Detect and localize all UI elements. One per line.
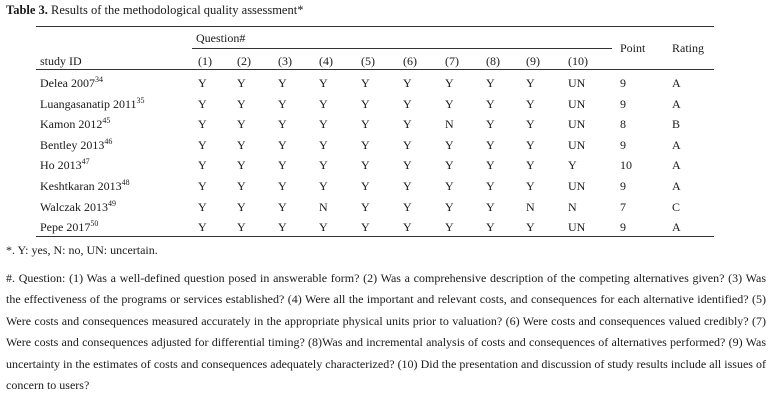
study-id-cell — [40, 137, 112, 153]
reference-number: 45 — [102, 116, 111, 126]
answer-cell: Y — [403, 117, 412, 132]
point-cell: 9 — [620, 96, 626, 111]
top-rule — [36, 26, 714, 27]
study-name: Walczak 2013 — [40, 199, 109, 214]
answer-cell: Y — [198, 96, 207, 111]
answer-cell: Y — [526, 137, 535, 152]
point-cell: 9 — [620, 220, 626, 235]
answer-cell: Y — [198, 158, 207, 173]
answer-cell: Y — [445, 96, 454, 111]
answer-cell: Y — [361, 199, 370, 214]
header-point: Point — [620, 41, 646, 55]
answer-cell: Y — [237, 96, 246, 111]
study-name: Luangasanatip 2011 — [40, 96, 137, 111]
answer-cell: Y — [361, 220, 370, 235]
rating-cell: A — [672, 96, 681, 111]
study-name: Ho 2013 — [40, 158, 82, 173]
table-caption — [6, 3, 303, 18]
header-question-10: (10) — [568, 54, 588, 68]
header-rule — [36, 69, 714, 70]
answer-cell: N — [319, 199, 328, 214]
answer-cell: UN — [568, 137, 586, 152]
answer-cell: Y — [319, 137, 328, 152]
answer-cell: Y — [526, 96, 535, 111]
point-cell: 9 — [620, 179, 626, 193]
answer-cell: Y — [568, 158, 577, 173]
study-id-cell — [40, 75, 103, 91]
answer-cell: Y — [319, 179, 328, 193]
answer-cell: Y — [198, 76, 207, 90]
answer-cell: Y — [403, 137, 412, 152]
study-id-cell — [40, 116, 110, 132]
answer-cell: Y — [361, 76, 370, 90]
answer-cell: Y — [198, 117, 207, 132]
answer-cell: Y — [278, 137, 287, 152]
rating-cell: A — [672, 158, 681, 173]
answer-cell: Y — [278, 117, 287, 132]
rating-cell: A — [672, 76, 681, 90]
answer-cell: Y — [278, 76, 287, 90]
answer-cell: Y — [198, 220, 207, 235]
answer-cell: Y — [445, 179, 454, 193]
reference-number: 47 — [81, 157, 90, 167]
answer-cell: Y — [361, 96, 370, 111]
answer-cell: Y — [361, 137, 370, 152]
answer-cell: UN — [568, 179, 586, 193]
answer-cell: Y — [278, 199, 287, 214]
answer-cell: Y — [198, 179, 207, 193]
answer-cell: Y — [486, 179, 495, 193]
study-name: Keshtkaran 2013 — [40, 179, 122, 193]
answer-cell: Y — [319, 220, 328, 235]
point-cell: 9 — [620, 137, 626, 152]
reference-number: 35 — [136, 95, 145, 105]
rating-cell: A — [672, 220, 681, 235]
study-name: Delea 2007 — [40, 76, 95, 90]
study-id-cell — [40, 199, 116, 215]
answer-cell: Y — [486, 117, 495, 132]
point-cell: 9 — [620, 76, 626, 90]
header-study-id: study ID — [40, 54, 82, 68]
answer-cell: N — [526, 199, 535, 214]
rating-cell: A — [672, 137, 681, 152]
table-title: Results of the methodological quality assessment* — [47, 3, 304, 17]
study-id-cell — [40, 96, 145, 112]
answer-cell: UN — [568, 76, 586, 90]
answer-cell: Y — [237, 179, 246, 193]
header-question-3: (3) — [278, 54, 292, 68]
answer-cell: N — [445, 117, 454, 132]
answer-cell: Y — [278, 96, 287, 111]
header-question-7: (7) — [445, 54, 459, 68]
answer-cell: Y — [403, 199, 412, 214]
answer-cell: Y — [526, 158, 535, 173]
answer-cell: Y — [445, 137, 454, 152]
study-id-cell — [40, 219, 98, 235]
point-cell: 7 — [620, 199, 626, 214]
answer-cell: Y — [361, 158, 370, 173]
table-note-legend: *. Y: yes, N: no, UN: uncertain. — [6, 243, 158, 257]
answer-cell: Y — [486, 76, 495, 90]
answer-cell: Y — [403, 158, 412, 173]
answer-cell: Y — [319, 158, 328, 173]
answer-cell: Y — [237, 76, 246, 90]
rating-cell: A — [672, 179, 681, 193]
answer-cell: Y — [237, 137, 246, 152]
study-name: Kamon 2012 — [40, 117, 103, 132]
answer-cell: Y — [403, 179, 412, 193]
answer-cell: N — [568, 199, 577, 214]
answer-cell: Y — [403, 76, 412, 90]
header-rating: Rating — [672, 41, 704, 55]
answer-cell: Y — [486, 220, 495, 235]
answer-cell: Y — [237, 199, 246, 214]
reference-number: 49 — [108, 198, 117, 208]
table-note-questions: #. Question: (1) Was a well-defined question posed in answerable form? (2) Was a comprehensive description of the competing alternatives given? (3) Was the effectiveness of the programs or services established? (4) Were all the important and relevant costs, and consequences for each alternative identified? (5) Were costs and consequences measured accurately in the appropriate physical units prior to valuation? (6) Were costs and consequences valued credibly? (7) Were costs and consequences adjusted for differential timing? (8)Was and incremental analysis of costs and consequences of alternatives performed? (9) Was uncertainty in the estimates of costs and consequences adequately characterized? (10) Did the presentation and discussion of study results include all issues of concern to users? — [6, 271, 766, 393]
reference-number: 50 — [90, 219, 99, 229]
answer-cell: Y — [486, 96, 495, 111]
header-question-1: (1) — [198, 54, 212, 68]
answer-cell: Y — [526, 220, 535, 235]
header-question-6: (6) — [403, 54, 417, 68]
header-question-2: (2) — [237, 54, 251, 68]
rating-cell: C — [672, 199, 681, 214]
answer-cell: Y — [486, 137, 495, 152]
answer-cell: Y — [198, 199, 207, 214]
answer-cell: Y — [403, 96, 412, 111]
header-question-4: (4) — [319, 54, 333, 68]
point-cell: 10 — [620, 158, 632, 173]
answer-cell: Y — [237, 220, 246, 235]
table-label: Table 3. — [6, 3, 48, 17]
answer-cell: Y — [526, 179, 535, 193]
answer-cell: Y — [445, 220, 454, 235]
answer-cell: Y — [526, 76, 535, 90]
answer-cell: Y — [486, 158, 495, 173]
answer-cell: Y — [237, 158, 246, 173]
answer-cell: Y — [319, 117, 328, 132]
answer-cell: Y — [237, 117, 246, 132]
rating-cell: B — [672, 117, 681, 132]
answer-cell: Y — [445, 199, 454, 214]
point-cell: 8 — [620, 117, 626, 132]
answer-cell: Y — [361, 179, 370, 193]
answer-cell: UN — [568, 117, 586, 132]
answer-cell: Y — [198, 137, 207, 152]
header-question-9: (9) — [526, 54, 540, 68]
answer-cell: Y — [403, 220, 412, 235]
bottom-rule — [36, 236, 714, 237]
reference-number: 34 — [94, 75, 103, 84]
reference-number: 46 — [104, 136, 113, 146]
answer-cell: Y — [278, 158, 287, 173]
study-id-cell — [40, 178, 130, 194]
header-question-5: (5) — [361, 54, 375, 68]
answer-cell: UN — [568, 220, 586, 235]
answer-cell: Y — [319, 76, 328, 90]
answer-cell: Y — [445, 76, 454, 90]
question-group-rule — [192, 48, 612, 49]
study-name: Pepe 2017 — [40, 220, 91, 235]
study-id-cell — [40, 157, 90, 173]
answer-cell: Y — [445, 158, 454, 173]
header-question-8: (8) — [486, 54, 500, 68]
answer-cell: Y — [278, 179, 287, 193]
question-group-header: Question# — [196, 31, 246, 45]
answer-cell: Y — [486, 199, 495, 214]
answer-cell: UN — [568, 96, 586, 111]
answer-cell: Y — [278, 220, 287, 235]
reference-number: 48 — [121, 178, 130, 187]
study-name: Bentley 2013 — [40, 137, 105, 152]
answer-cell: Y — [319, 96, 328, 111]
answer-cell: Y — [526, 117, 535, 132]
answer-cell: Y — [361, 117, 370, 132]
